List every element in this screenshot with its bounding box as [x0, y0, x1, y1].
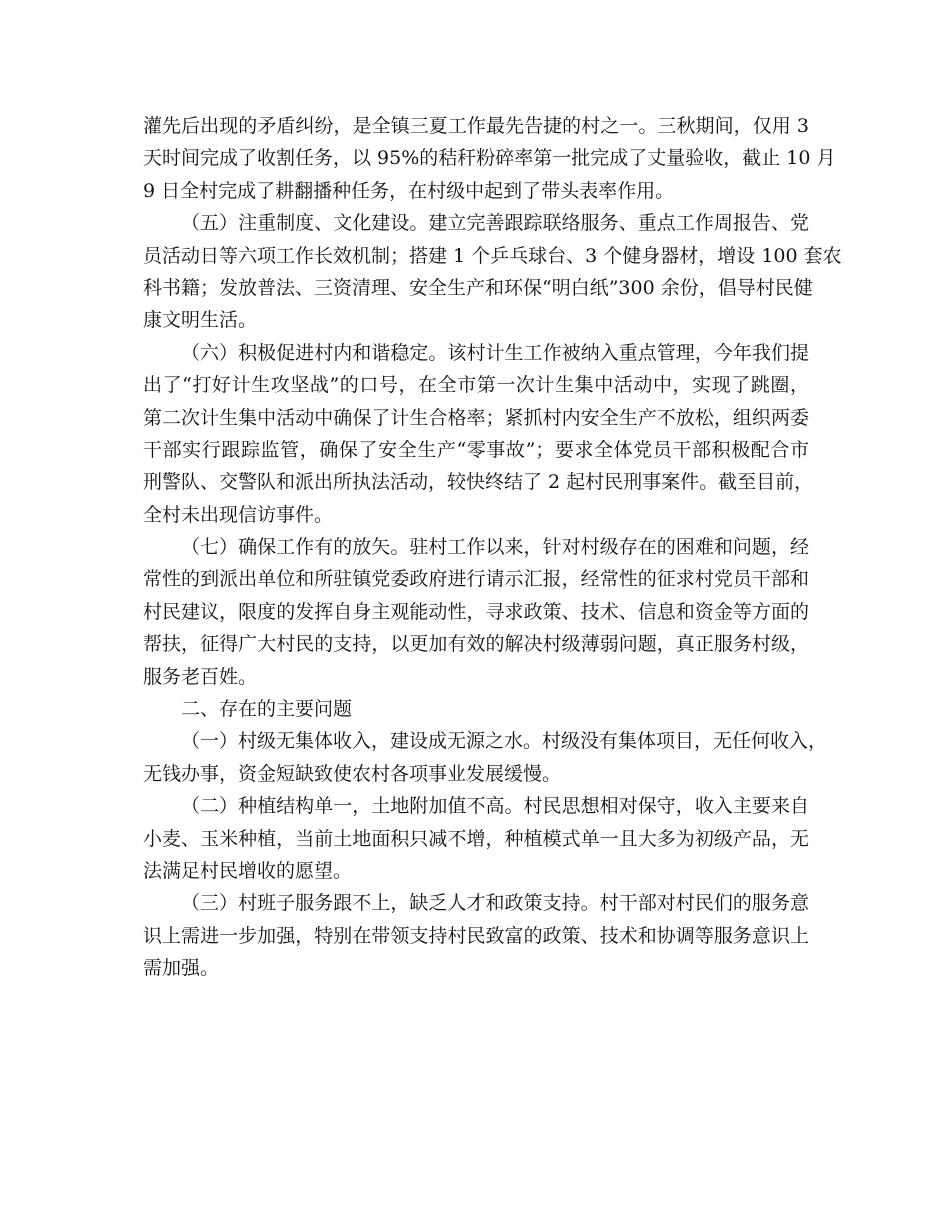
text-line: （六）积极促进村内和谐稳定。该村计生工作被纳入重点管理，今年我们提: [181, 341, 809, 364]
paragraph: [143, 207, 842, 337]
text-line: 康文明生活。: [143, 309, 258, 332]
text-line: 刑警队、交警队和派出所执法活动，较快终结了 2 起村民刑事案件。截至目前，: [143, 471, 814, 494]
text-line: 灌先后出现的矛盾纠纷，是全镇三夏工作最先告捷的村之一。三秋期间，仅用 3: [143, 115, 809, 137]
paragraph: [143, 110, 836, 207]
text-line: 服务老百姓。: [143, 665, 258, 688]
text-line: 无钱办事，资金短缺致使农村各项事业发展缓慢。: [143, 762, 562, 785]
text-line: 干部实行跟踪监管，确保了安全生产“零事故”；要求全体党员干部积极配合市: [143, 438, 809, 461]
text-line: 常性的到派出单位和所驻镇党委政府进行请示汇报，经常性的征求村党员干部和: [143, 568, 809, 591]
text-line: 科书籍；发放普法、三资清理、安全生产和环保“明白纸”300 余份，倡导村民健: [143, 276, 813, 299]
document-body: [143, 110, 842, 985]
text-line: （一）村级无集体收入，建设成无源之水。村级没有集体项目，无任何收入，: [181, 730, 828, 753]
text-line: 天时间完成了收割任务，以 95%的秸秆粉碎率第一批完成了丈量验收，截止 10 月: [143, 147, 836, 170]
text-line: （二）种植结构单一，土地附加值不高。村民思想相对保守，收入主要来自: [181, 795, 809, 818]
text-line: 第二次计生集中活动中确保了计生合格率；紧抓村内安全生产不放松，组织两委: [143, 406, 809, 429]
paragraph: [143, 790, 809, 887]
text-line: 出了“打好计生攻坚战”的口号，在全市第一次计生集中活动中，实现了跳圈，: [143, 374, 809, 397]
text-line: 全村未出现信访事件。: [143, 503, 334, 526]
paragraph: [143, 337, 814, 531]
text-line: 识上需进一步加强，特别在带领支持村民致富的政策、技术和协调等服务意识上: [143, 924, 809, 947]
text-line: （三）村班子服务跟不上，缺乏人才和政策支持。村干部对村民们的服务意: [181, 892, 809, 915]
text-line: 9 日全村完成了耕翻播种任务，在村级中起到了带头表率作用。: [143, 179, 675, 202]
text-line: 二、存在的主要问题: [181, 698, 353, 721]
text-line: 帮扶，征得广大村民的支持，以更加有效的解决村级薄弱问题，真正服务村级，: [143, 633, 809, 656]
paragraph: [143, 725, 828, 790]
paragraph: [143, 531, 809, 693]
text-line: 员活动日等六项工作长效机制；搭建 1 个乒乓球台、3 个健身器材，增设 100 套农: [143, 244, 842, 267]
text-line: 小麦、玉米种植，当前土地面积只减不增，种植模式单一且大多为初级产品，无: [143, 827, 809, 850]
text-line: （七）确保工作有的放矢。驻村工作以来，针对村级存在的困难和问题，经: [181, 536, 809, 559]
paragraph: [143, 887, 809, 984]
paragraph: [143, 693, 809, 725]
text-line: （五）注重制度、文化建设。建立完善跟踪联络服务、重点工作周报告、党: [181, 212, 809, 235]
text-line: 村民建议，限度的发挥自身主观能动性，寻求政策、技术、信息和资金等方面的: [143, 600, 809, 623]
text-line: 需加强。: [143, 957, 220, 980]
text-line: 法满足村民增收的愿望。: [143, 859, 353, 882]
